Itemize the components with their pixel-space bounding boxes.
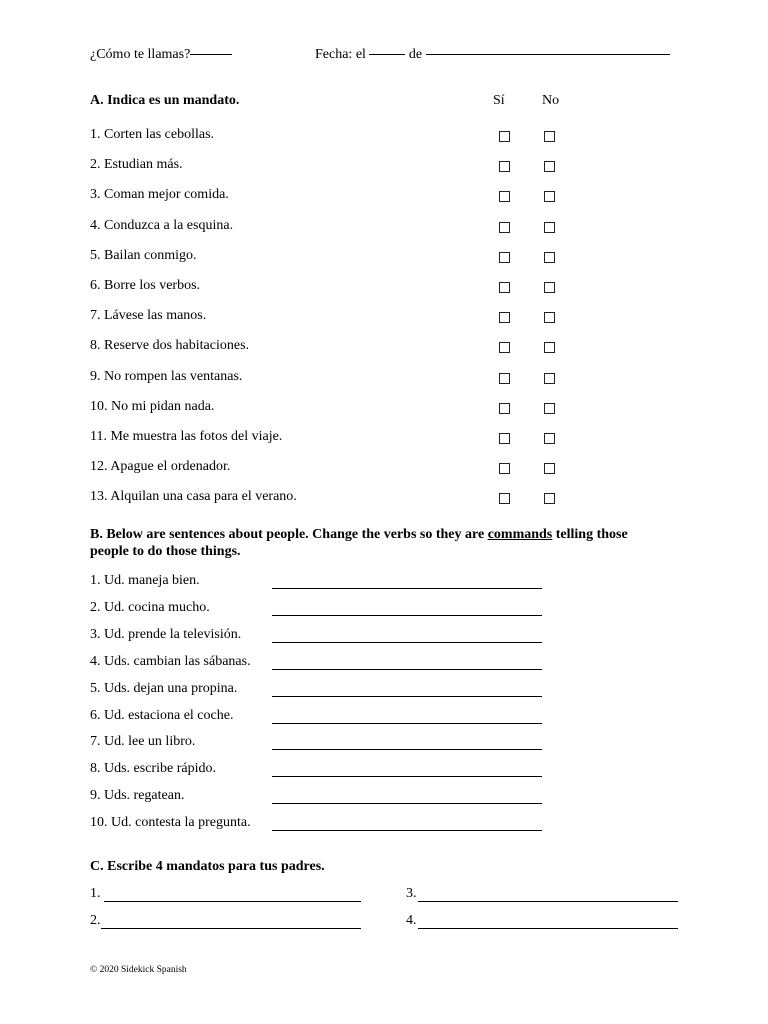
section-a-item-text: 13. Alquilan una casa para el verano. [90, 489, 297, 505]
section-c-number-2: 2. [90, 913, 101, 928]
no-checkbox[interactable] [544, 312, 555, 323]
si-checkbox[interactable] [499, 161, 510, 172]
section-a-item-text: 11. Me muestra las fotos del viaje. [90, 429, 283, 444]
no-checkbox[interactable] [544, 433, 555, 444]
si-checkbox[interactable] [499, 312, 510, 323]
date-label: Fecha: el [315, 47, 366, 62]
section-a-item-text: 2. Estudian más. [90, 157, 183, 173]
section-b-item-text: 7. Ud. lee un libro. [90, 734, 196, 750]
section-b-item-text: 6. Ud. estaciona el coche. [90, 707, 234, 723]
section-b-item-text: 5. Uds. dejan una propina. [90, 680, 238, 696]
date-field-row [315, 47, 670, 63]
name-field-row [90, 47, 232, 63]
section-b-answer-line[interactable] [272, 803, 542, 804]
si-checkbox[interactable] [499, 463, 510, 474]
no-checkbox[interactable] [544, 191, 555, 202]
footer-copyright: © 2020 Sidekick Spanish [90, 965, 187, 975]
name-blank[interactable] [190, 53, 232, 55]
section-a-item-text: 5. Bailan conmigo. [90, 247, 197, 263]
section-b-answer-line[interactable] [272, 588, 542, 589]
no-checkbox[interactable] [544, 373, 555, 384]
section-b-answer-line[interactable] [272, 830, 542, 831]
section-a-item-text: 8. Reserve dos habitaciones. [90, 338, 250, 354]
section-b-answer-line[interactable] [272, 669, 542, 670]
section-a-item-text: 7. Lávese las manos. [90, 308, 207, 324]
section-a-item-text: 10. No mi pidan nada. [90, 398, 215, 414]
si-checkbox[interactable] [499, 433, 510, 444]
no-checkbox[interactable] [544, 222, 555, 233]
no-checkbox[interactable] [544, 493, 555, 504]
section-b-title [90, 527, 628, 543]
si-checkbox[interactable] [499, 252, 510, 263]
section-b-answer-line[interactable] [272, 776, 542, 777]
no-checkbox[interactable] [544, 282, 555, 293]
section-a-item-text: 3. Coman mejor comida. [90, 187, 229, 203]
column-no-header: No [542, 93, 560, 108]
si-checkbox[interactable] [499, 403, 510, 414]
no-checkbox[interactable] [544, 161, 555, 172]
section-b-item-text: 2. Ud. cocina mucho. [90, 599, 210, 615]
section-a-item-text: 4. Conduzca a la esquina. [90, 217, 234, 233]
no-checkbox[interactable] [544, 252, 555, 263]
si-checkbox[interactable] [499, 222, 510, 233]
date-month-blank[interactable] [426, 53, 670, 55]
section-c-number-4: 4. [406, 913, 417, 928]
section-b-item-text: 8. Uds. escribe rápido. [90, 761, 216, 777]
si-checkbox[interactable] [499, 493, 510, 504]
section-c-answer-line-2[interactable] [101, 928, 361, 929]
section-b-title-part1: B. Below are sentences about people. Change the verbs so they are [90, 527, 488, 542]
section-c-title: C. Escribe 4 mandatos para tus padres. [90, 859, 325, 874]
date-day-blank[interactable] [369, 53, 405, 55]
no-checkbox[interactable] [544, 342, 555, 353]
section-a-item-text: 9. No rompen las ventanas. [90, 368, 243, 384]
section-b-item-text: 10. Ud. contesta la pregunta. [90, 815, 251, 831]
section-b-answer-line[interactable] [272, 723, 542, 724]
si-checkbox[interactable] [499, 282, 510, 293]
section-b-answer-line[interactable] [272, 642, 542, 643]
section-b-answer-line[interactable] [272, 696, 542, 697]
si-checkbox[interactable] [499, 373, 510, 384]
section-c-answer-line-3[interactable] [418, 901, 678, 902]
si-checkbox[interactable] [499, 342, 510, 353]
section-b-item-text: 4. Uds. cambian las sábanas. [90, 653, 251, 669]
si-checkbox[interactable] [499, 191, 510, 202]
section-b-item-text: 9. Uds. regatean. [90, 788, 185, 804]
section-b-title-underlined: commands [487, 527, 553, 542]
no-checkbox[interactable] [544, 403, 555, 414]
section-a-item-text: 6. Borre los verbos. [90, 278, 201, 293]
section-b-answer-line[interactable] [272, 749, 542, 750]
section-b-answer-line[interactable] [272, 615, 542, 616]
no-checkbox[interactable] [544, 463, 555, 474]
section-c-number-3: 3. [406, 886, 417, 901]
section-b-title-part2: telling those [552, 527, 628, 542]
date-de-label: de [408, 47, 423, 62]
no-checkbox[interactable] [544, 131, 555, 142]
section-c-answer-line-4[interactable] [418, 928, 678, 929]
column-si-header: Sí [493, 93, 505, 108]
name-label: ¿Cómo te llamas? [90, 47, 191, 62]
section-b-item-text: 1. Ud. maneja bien. [90, 573, 200, 588]
si-checkbox[interactable] [499, 131, 510, 142]
section-a-item-text: 1. Corten las cebollas. [90, 127, 215, 142]
section-b-title-line2: people to do those things. [90, 544, 241, 559]
section-b-item-text: 3. Ud. prende la televisión. [90, 626, 242, 642]
section-a-item-text: 12. Apague el ordenador. [90, 459, 231, 475]
section-c-answer-line-1[interactable] [104, 901, 361, 902]
section-a-title: A. Indica es un mandato. [90, 93, 240, 108]
section-c-number-1: 1. [90, 886, 101, 901]
